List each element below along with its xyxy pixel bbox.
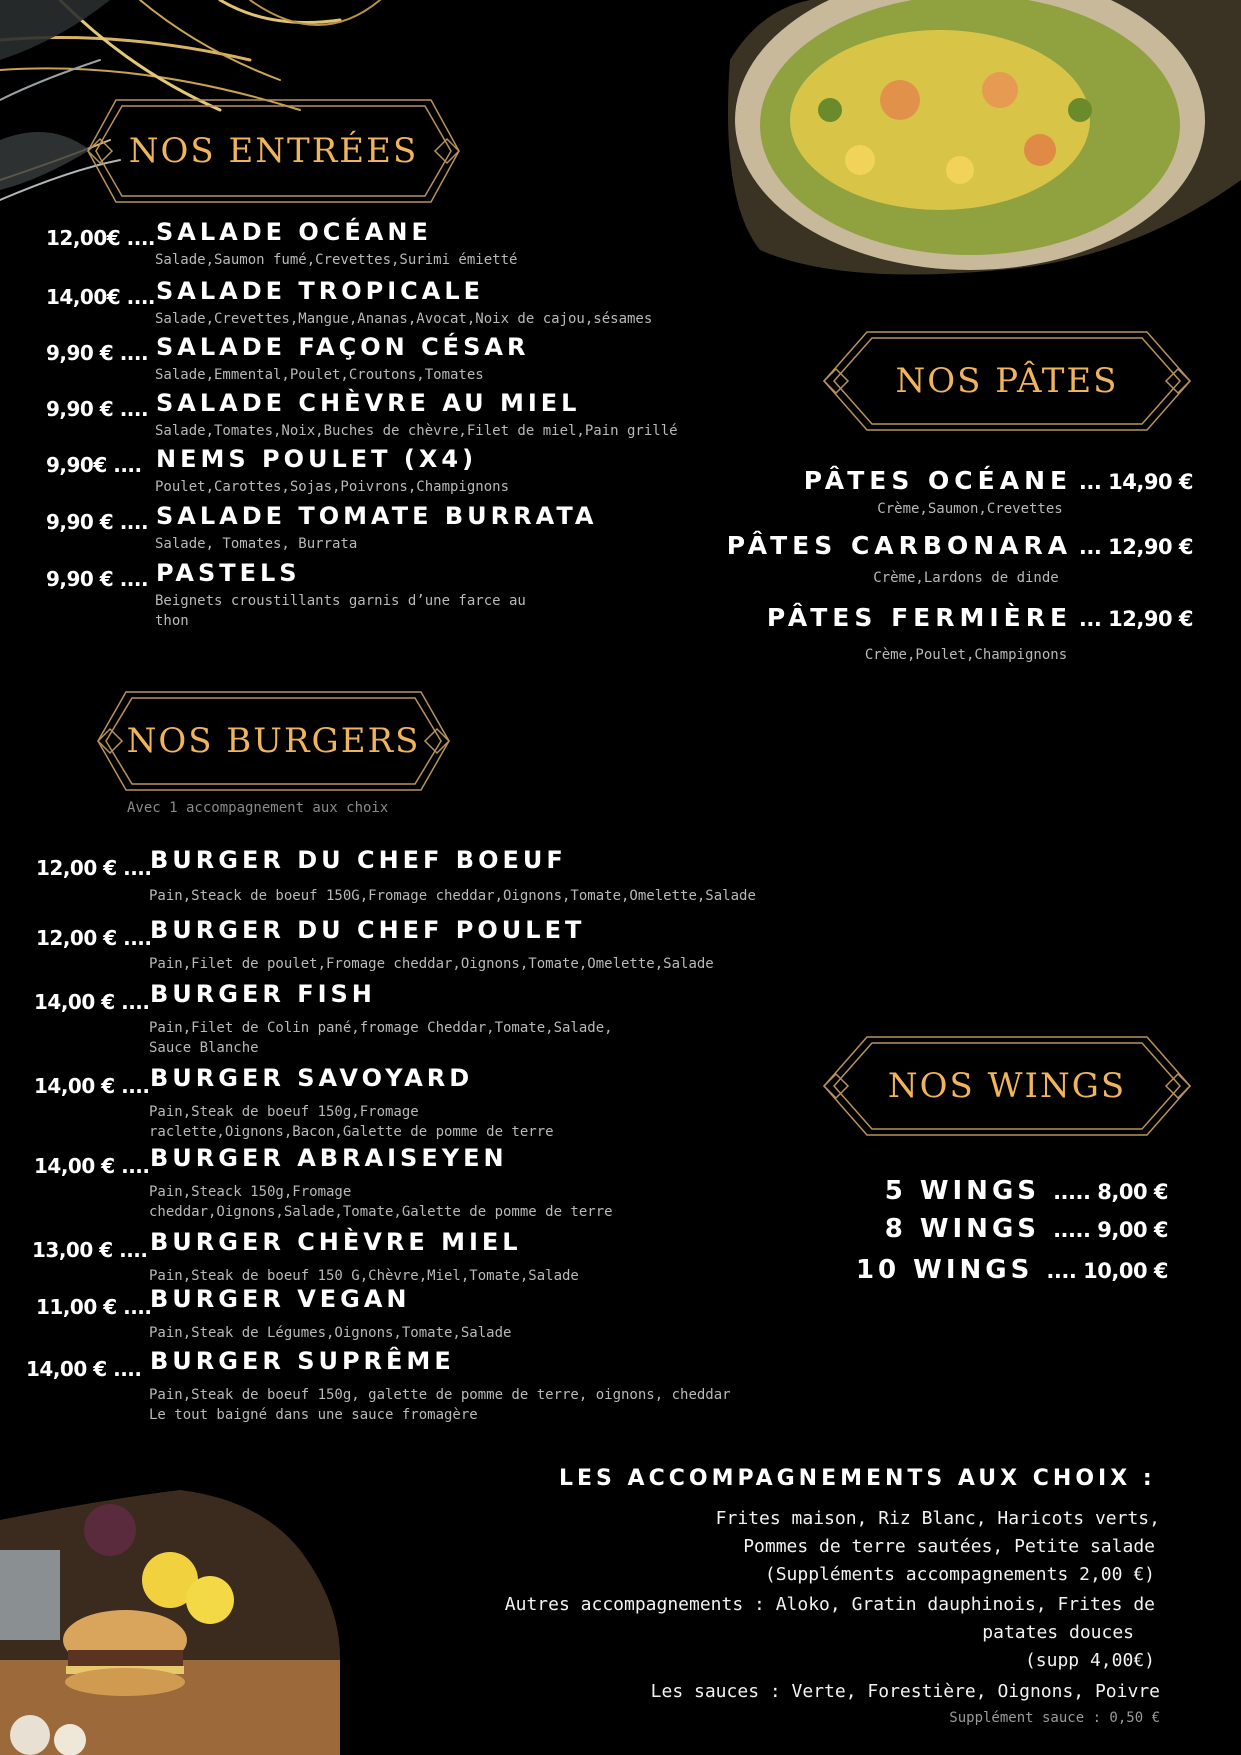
accompagnement-line: Frites maison, Riz Blanc, Haricots verts, [715,1508,1160,1529]
item-price: 11,00 € .... [36,1295,152,1319]
item-name: SALADE TROPICALE [156,277,485,305]
accompagnement-line: (Suppléments accompagnements 2,00 €) [764,1564,1155,1585]
item-price: 9,90 € .... [46,510,149,534]
item-description: Pain,Steak de boeuf 150 G,Chèvre,Miel,Tomate,Salade [149,1268,579,1284]
item-name: PÂTES CARBONARA [726,531,1073,560]
item-name: BURGER CHÈVRE MIEL [150,1228,522,1256]
item-name: BURGER SUPRÊME [150,1347,455,1375]
pate-line [767,603,1193,632]
item-price: 9,90 € .... [46,341,149,365]
item-name: 5 WINGS [884,1176,1054,1206]
item-price: 14,00 € .... [34,1154,150,1178]
item-description: Crème,Lardons de dinde [873,570,1059,586]
entrees-title: NOS ENTRÉES [128,131,419,171]
item-description: Salade,Crevettes,Mangue,Ananas,Avocat,Noix de cajou,sésames [155,311,653,327]
wings-header [822,1035,1192,1137]
item-name: 8 WINGS [884,1214,1054,1244]
item-name: BURGER DU CHEF POULET [150,916,586,944]
entrees-header [86,98,461,204]
item-description: Salade,Emmental,Poulet,Croutons,Tomates [155,367,484,383]
item-name: BURGER SAVOYARD [150,1064,474,1092]
item-name: BURGER DU CHEF BOEUF [150,846,567,874]
item-price: 14,00 € .... [26,1357,142,1381]
item-price: 13,00 € .... [32,1238,148,1262]
item-price: 9,90€ .... [46,453,142,477]
wings-title: NOS WINGS [887,1066,1127,1106]
pates-header [822,330,1192,432]
item-price: ... 14,90 € [1072,470,1193,494]
item-description: Pain,Steack 150g,Fromage cheddar,Oignons,Salade,Tomate,Galette de pomme de terre [149,1184,613,1220]
item-name: SALADE CHÈVRE AU MIEL [156,389,581,417]
item-description: Pain,Steak de boeuf 150g, galette de pomme de terre, oignons, cheddar Le tout baigné dans une sauce fromagère [149,1387,731,1423]
item-price: ..... 8,00 € [1053,1180,1168,1204]
wing-item [856,1255,1168,1285]
item-name: PÂTES OCÉANE [803,466,1073,495]
item-name: NEMS POULET (X4) [156,445,478,473]
item-description: Pain,Filet de Colin pané,fromage Cheddar,Tomate,Salade, Sauce Blanche [149,1020,613,1056]
accompagnement-line: Les sauces : Verte, Forestière, Oignons, Poivre [650,1681,1160,1702]
accompagnement-line: (supp 4,00€) [1024,1650,1155,1671]
item-description: Pain,Filet de poulet,Fromage cheddar,Oignons,Tomate,Omelette,Salade [149,956,714,972]
item-description: Salade,Saumon fumé,Crevettes,Surimi émietté [155,252,518,268]
item-name: 10 WINGS [855,1255,1047,1285]
item-price: .... 10,00 € [1046,1259,1168,1283]
item-price: ... 12,90 € [1072,607,1193,631]
item-description: Beignets croustillants garnis d’une farce au thon [155,593,526,629]
sauce-supplement: Supplément sauce : 0,50 € [949,1710,1160,1726]
item-description: Salade, Tomates, Burrata [155,536,358,552]
item-name: BURGER ABRAISEYEN [150,1144,508,1172]
burger-photo [0,1490,360,1755]
item-name: PASTELS [156,559,301,587]
pate-line [727,531,1193,560]
wing-item [885,1176,1168,1206]
item-description: Salade,Tomates,Noix,Buches de chèvre,Filet de miel,Pain grillé [155,423,678,439]
item-price: 9,90 € .... [46,397,149,421]
accompagnements-title: LES ACCOMPAGNEMENTS AUX CHOIX : [559,1466,1156,1491]
item-price: 12,00€ .... [46,226,156,250]
accompagnement-line: Pommes de terre sautées, Petite salade [743,1536,1155,1557]
accompagnement-line: patates douces [982,1622,1134,1643]
burgers-header [96,690,451,792]
pate-line [804,466,1193,495]
item-price: ..... 9,00 € [1053,1218,1168,1242]
item-name: SALADE TOMATE BURRATA [156,502,598,530]
item-price: 12,00 € .... [36,856,152,880]
item-name: SALADE OCÉANE [156,218,432,246]
item-description: Pain,Steak de boeuf 150g,Fromage raclette,Oignons,Bacon,Galette de pomme de terre [149,1104,554,1140]
pates-title: NOS PÂTES [895,361,1119,401]
item-description: Crème,Poulet,Champignons [864,647,1068,663]
item-description: Crème,Saumon,Crevettes [877,501,1063,517]
item-price: 14,00 € .... [34,1074,150,1098]
item-name: SALADE FAÇON CÉSAR [156,333,530,361]
salad-photo [700,0,1241,290]
item-name: BURGER FISH [150,980,376,1008]
item-description: Pain,Steack de boeuf 150G,Fromage cheddar,Oignons,Tomate,Omelette,Salade [149,888,756,904]
accompagnement-line: Autres accompagnements : Aloko, Gratin dauphinois, Frites de [504,1594,1155,1615]
burgers-subtitle: Avec 1 accompagnement aux choix [127,800,389,816]
item-price: 9,90 € .... [46,567,149,591]
item-price: 12,00 € .... [36,926,152,950]
wing-item [885,1214,1168,1244]
item-name: PÂTES FERMIÈRE [766,603,1073,632]
burgers-title: NOS BURGERS [126,721,421,761]
item-price: ... 12,90 € [1072,535,1193,559]
item-price: 14,00 € .... [34,990,150,1014]
item-description: Poulet,Carottes,Sojas,Poivrons,Champignons [155,479,510,495]
item-price: 14,00€ .... [46,285,156,309]
item-description: Pain,Steak de Légumes,Oignons,Tomate,Salade [149,1325,512,1341]
item-name: BURGER VEGAN [150,1285,411,1313]
